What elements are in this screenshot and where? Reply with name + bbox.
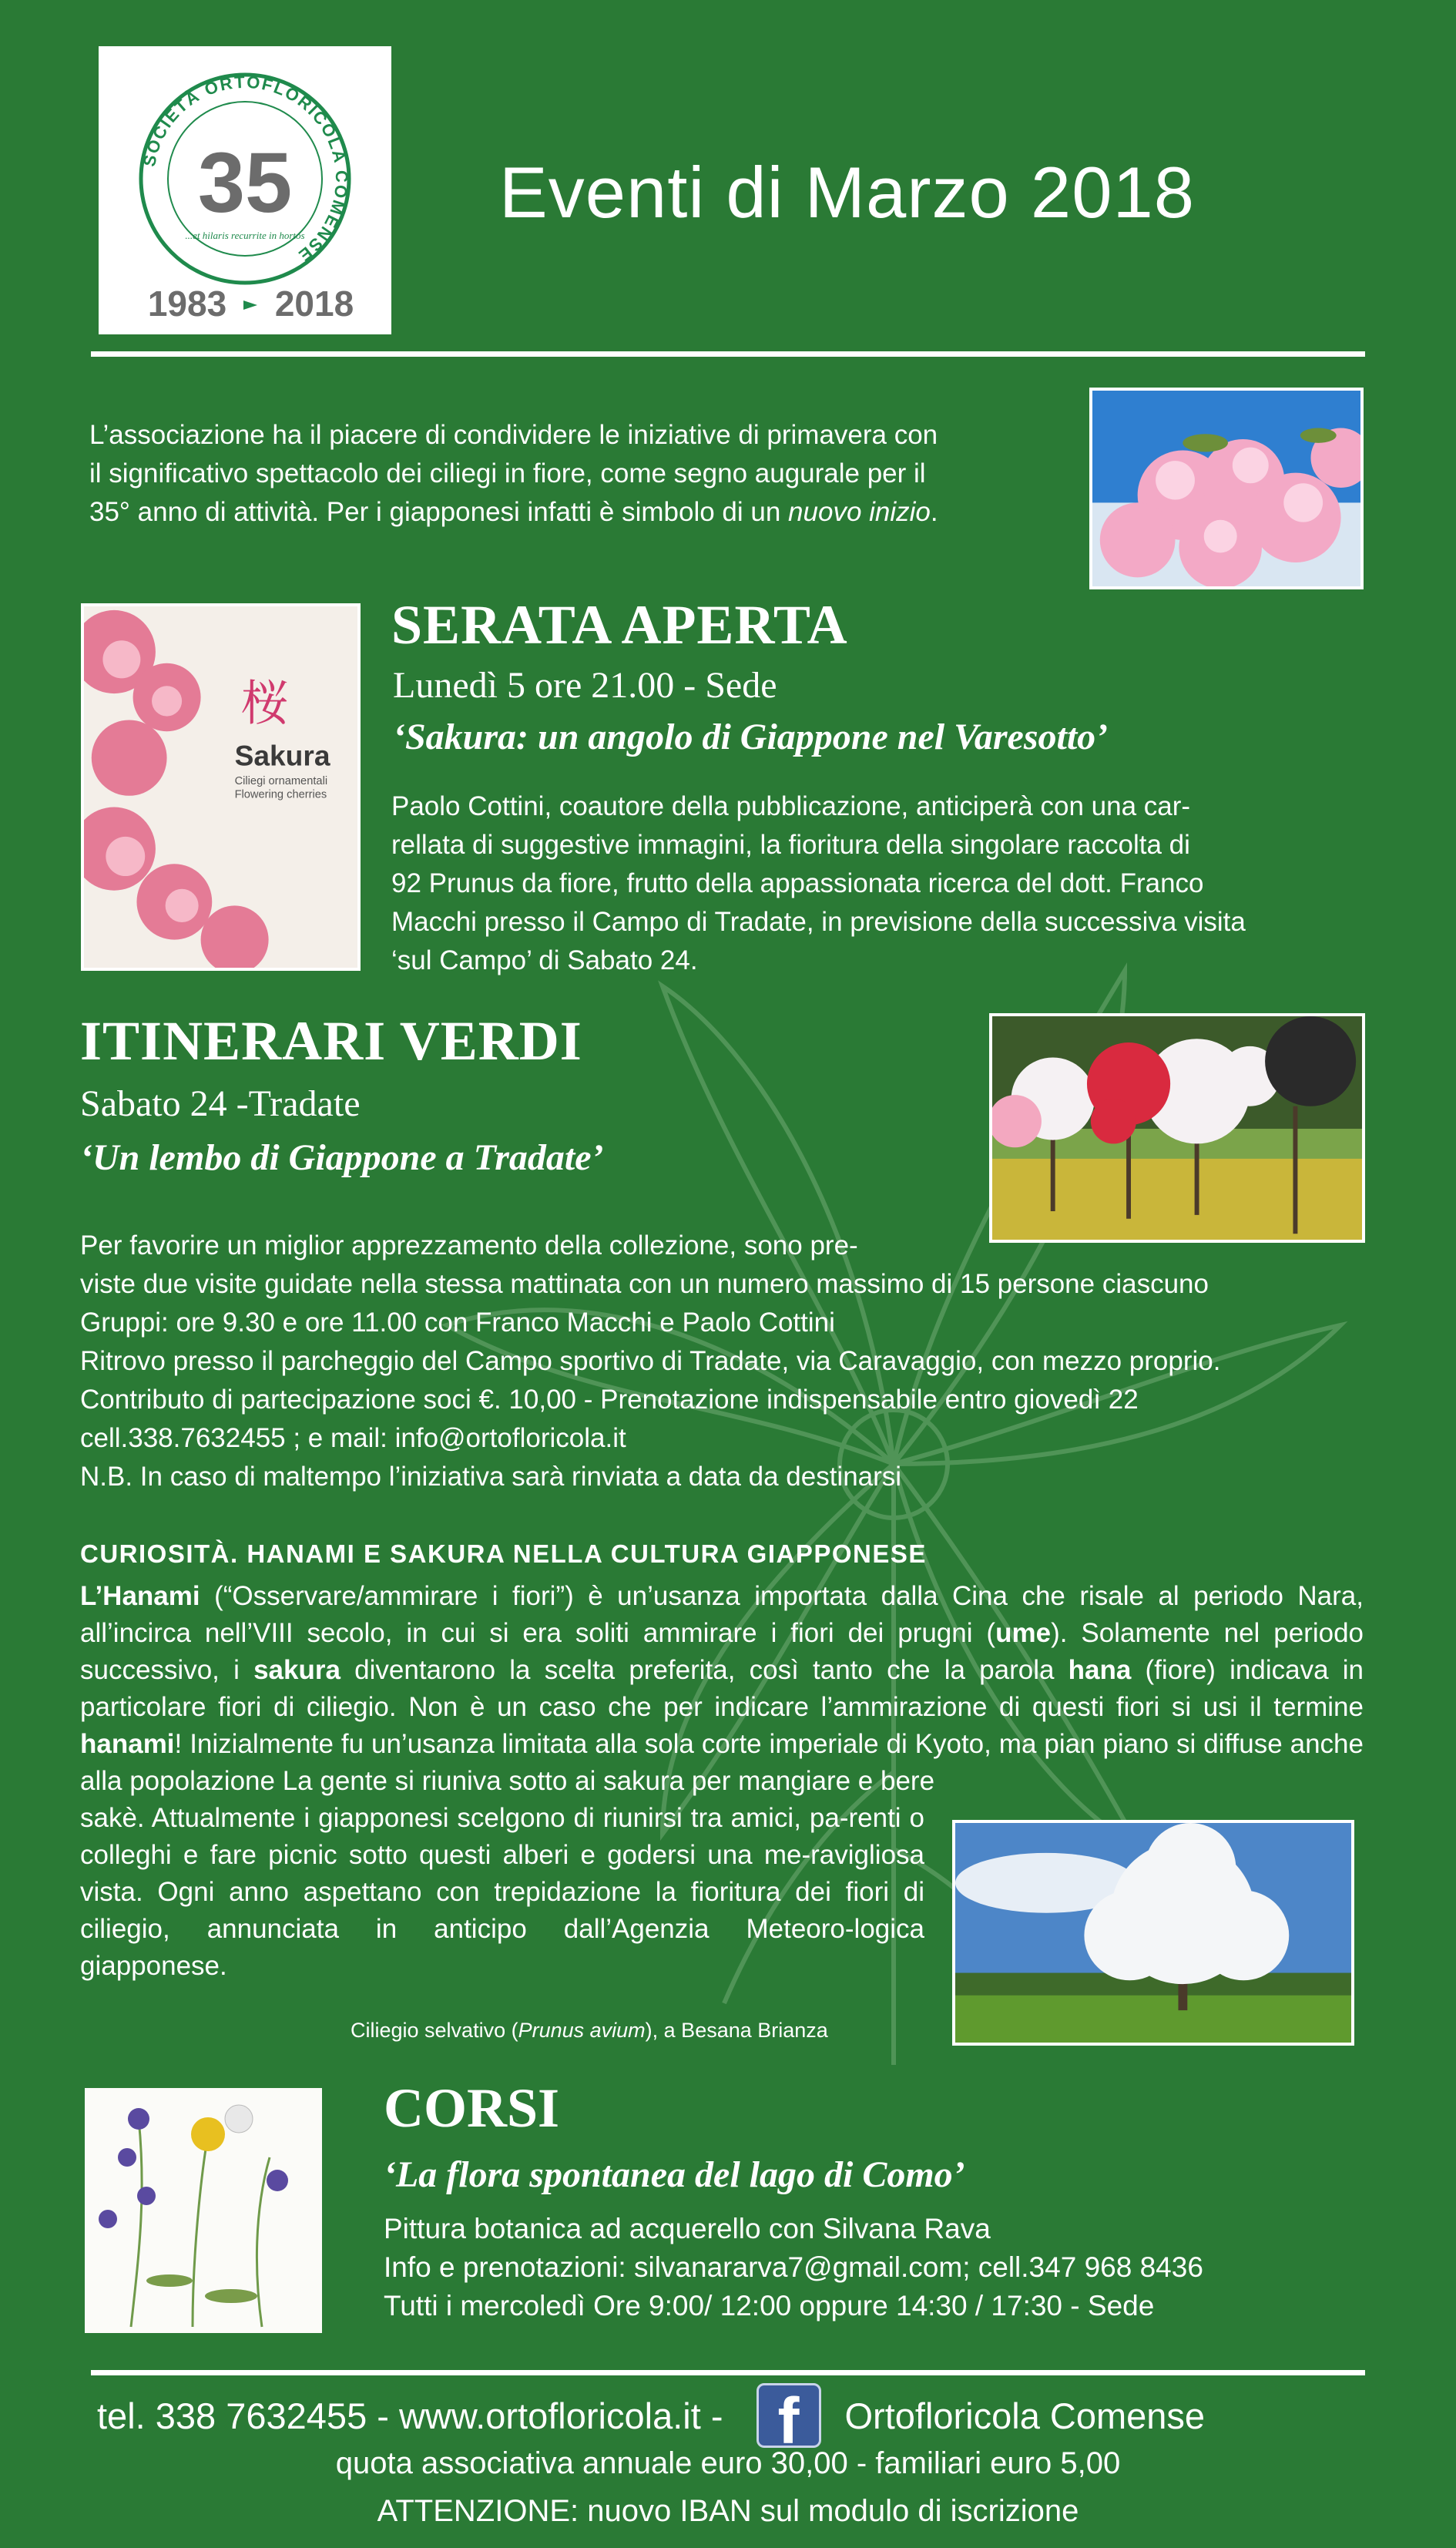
wild-cherry-tree-photo [952,1820,1354,2046]
itinerari-subtitle: ‘Un lembo di Giappone a Tradate’ [80,1137,604,1178]
text-line: Info e prenotazioni: silvanararva7@gmail.com; cell.347 968 8436 [384,2251,1203,2283]
serata-title: SERATA APERTA [391,594,848,656]
intro-line: 35° anno di attività. Per i giapponesi infatti è simbolo di un nuovo inizio. [89,497,938,527]
tradate-orchard-photo [989,1013,1365,1243]
serata-description [391,787,1370,980]
curiosita-title: CURIOSITÀ. HANAMI E SAKURA NELLA CULTURA GIAPPONESE [80,1539,927,1568]
logo-ring-text: SOCIETÀ ORTOFLORICOLA COMENSE [139,72,352,267]
text-line: Gruppi: ore 9.30 e ore 11.00 con Franco Macchi e Paolo Cottini [80,1308,835,1338]
text-line: N.B. In caso di maltempo l’iniziativa sarà rinviata a data da destinarsi [80,1462,902,1492]
logo [99,46,391,334]
book-kanji: 桜 [240,675,290,732]
logo-number: 35 [197,136,293,230]
itinerari-title: ITINERARI VERDI [80,1010,582,1072]
text-line: Per favorire un miglior apprezzamento della collezione, sono pre- [80,1230,858,1261]
book-title: Sakura [234,739,330,772]
book-subtitle: Flowering cherries [234,788,327,801]
cherry-blossom-photo [1089,388,1364,589]
curiosita-text-continued: sakè. Attualmente i giapponesi scelgono di riunirsi tra amici, pa-renti o colleghi e fare picnic sotto questi alberi e godersi una me-ravigliosa vista. Ogni anno aspettano con trepidazione la fioritura dei fiori di ciliegio, annunciata in anticipo dall’Agenzia Meteoro-logica giapponese. [80,1803,924,1981]
page-title: Eventi di Marzo 2018 [499,152,1196,233]
logo-emblem [99,46,391,334]
sakura-book-cover [81,603,361,971]
text-line: cell.338.7632455 ; e mail: info@ortofloricola.it [80,1423,626,1453]
divider [91,351,1365,357]
book-subtitle: Ciliegi ornamentali [234,775,328,788]
corsi-description [384,2210,1203,2325]
serata-subtitle: ‘Sakura: un angolo di Giappone nel Varesotto’ [393,717,1109,757]
contact-info: tel. 338 7632455 - www.ortofloricola.it - [97,2395,723,2436]
photo-caption: Ciliegio selvativo (Prunus avium), a Besana Brianza [351,2019,828,2042]
divider [91,2370,1365,2375]
text-line: Tutti i mercoledì Ore 9:00/ 12:00 oppure 14:30 / 17:30 - Sede [384,2290,1155,2321]
logo-year-end: 2018 [274,284,354,324]
corsi-subtitle: ‘La flora spontanea del lago di Como’ [384,2154,965,2195]
intro-line: L’associazione ha il piacere di condividere le iniziative di primavera con [89,420,938,450]
facebook-icon[interactable]: f [757,2383,821,2448]
text-line: Contributo di partecipazione soci €. 10,00 - Prenotazione indispensabile entro giovedì 22 [80,1385,1139,1415]
text-line: Paolo Cottini, coautore della pubblicazione, anticiperà con una car- [391,791,1191,821]
curiosita-text: L’Hanami (“Osservare/ammirare i fiori”) è un’usanza importata dalla Cina che risale al periodo Nara, all’incirca nell’VIII secolo, in cui si era soliti ammirare i fiori dei prugni (ume). Solamente nel periodo successivo, i sakura diventarono la scelta preferita, così tanto che la parola hana (fiore) indicava in particolare fiori di ciliegio. Non è un caso che per indicare l’ammirazione di questi fiori si usi il termine hanami! Inizialmente fu un’usanza limitata alla sola corte imperiale di Kyoto, ma pian piano si diffuse anche alla popolazione La gente si riuniva sotto ai sakura per mangiare e bere [80,1581,1364,1796]
logo-motto: ...et hilaris recurrite in hortos [185,230,305,241]
itinerari-description [80,1227,1405,1496]
membership-fee: quota associativa annuale euro 30,00 - familiari euro 5,00 [335,2446,1121,2480]
text-line: ‘sul Campo’ di Sabato 24. [391,945,698,975]
text-line: Macchi presso il Campo di Tradate, in previsione della successiva visita [391,907,1246,937]
facebook-page-name[interactable]: Ortofloricola Comense [844,2395,1206,2436]
text-line: rellata di suggestive immagini, la fioritura della singolare raccolta di [391,830,1190,860]
iban-notice: ATTENZIONE: nuovo IBAN sul modulo di iscrizione [377,2494,1079,2528]
itinerari-date: Sabato 24 -Tradate [80,1083,361,1124]
logo-year-start: 1983 [147,284,227,324]
serata-date: Lunedì 5 ore 21.00 - Sede [393,665,777,706]
footer-contact [97,2381,1376,2457]
intro-line: il significativo spettacolo dei ciliegi in fiore, come segno augurale per il [89,458,926,488]
text-line: Ritrovo presso il parcheggio del Campo sportivo di Tradate, via Caravaggio, con mezzo proprio. [80,1346,1221,1376]
text-line: Pittura botanica ad acquerello con Silvana Rava [384,2213,991,2244]
intro-text [89,416,1068,532]
botanical-watercolor-image [85,2088,322,2333]
text-line: viste due visite guidate nella stessa mattinata con un numero massimo di 15 persone ciascuno [80,1269,1209,1299]
corsi-title: CORSI [384,2077,560,2139]
text-line: 92 Prunus da fiore, frutto della appassionata ricerca del dott. Franco [391,868,1204,898]
